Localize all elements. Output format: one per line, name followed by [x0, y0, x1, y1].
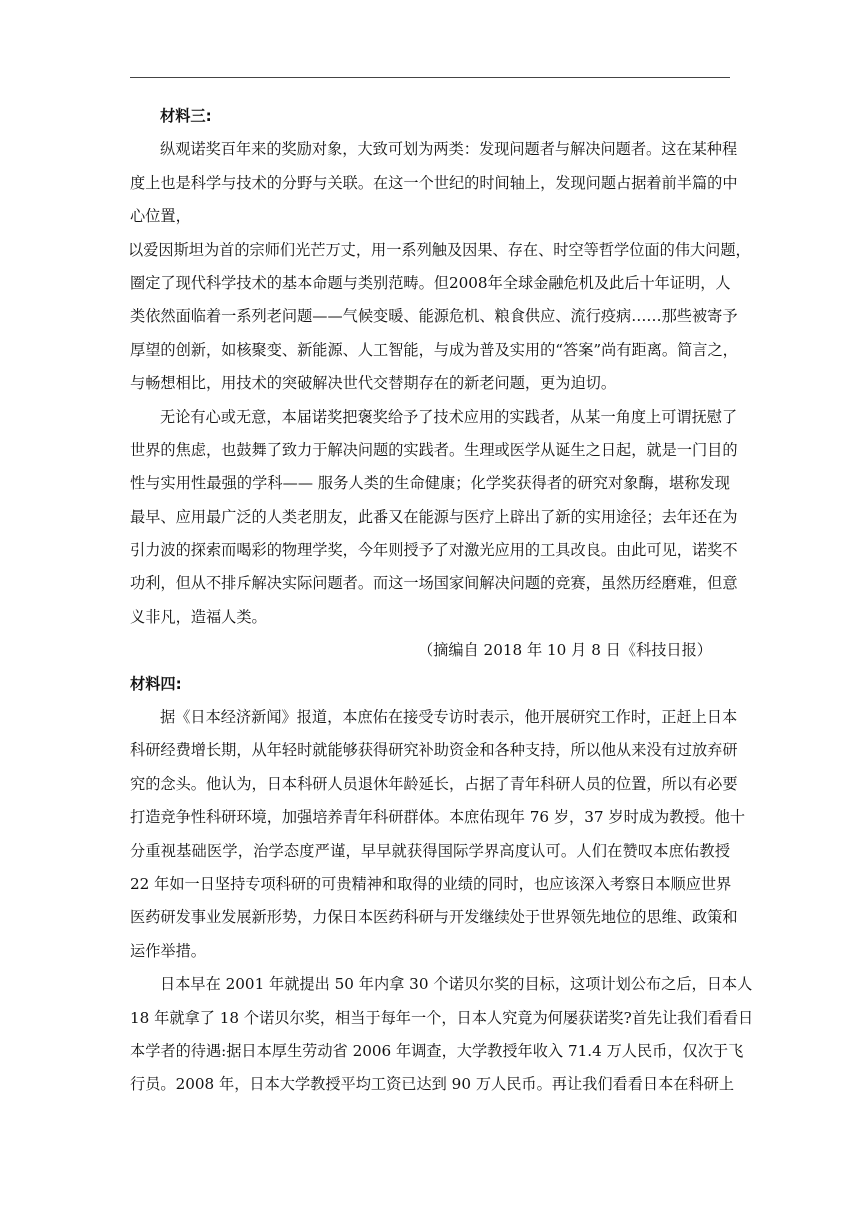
text-line: 厚望的创新，如核聚变、新能源、人工智能，与成为普及实用的“答案”尚有距离。简言之，: [130, 340, 738, 359]
text-line: 打造竞争性科研环境，加强培养青年科研群体。本庶佑现年 76 岁，37 岁时成为教授。他十: [130, 808, 746, 827]
document-body: [128, 100, 754, 1102]
text-line: 医药研发事业发展新形势，力保日本医药科研与开发继续处于世界领先地位的思维、政策和: [130, 908, 738, 927]
text-line: 引力波的探索而喝彩的物理学奖，今年则授予了对激光应用的工具改良。由此可见，诺奖不: [130, 541, 738, 560]
material-3-paragraph-1: [128, 133, 751, 400]
text-line: 行员。2008 年，日本大学教授平均工资已达到 90 万人民币。再让我们看看日本在科研上: [130, 1075, 735, 1094]
text-line: 性与实用性最强的学科—— 服务人类的生命健康；化学奖获得者的研究对象酶，堪称发现: [130, 474, 730, 493]
text-line: 心位置，: [130, 207, 191, 226]
text-line: 22 年如一日坚持专项科研的可贵精神和取得的业绩的同时，也应该深入考察日本顺应世界: [130, 874, 732, 893]
text-line: 纵观诺奖百年来的奖励对象，大致可划为两类：发现问题者与解决问题者。这在某种程: [160, 140, 738, 159]
text-line: 类依然面临着一系列老问题——气候变暖、能源危机、粮食供应、流行疫病……那些被寄予: [130, 307, 738, 326]
text-line: 18 年就拿了 18 个诺贝尔奖，相当于每年一个，日本人究竟为何屡获诺奖?首先让我们看看日: [130, 1008, 754, 1027]
text-line: 科研经费增长期，从年轻时就能够获得研究补助资金和各种支持，所以他从来没有过放弃研: [130, 741, 738, 760]
material-4-heading: 材料四:: [130, 674, 182, 693]
text-line: 据《日本经济新闻》报道，本庶佑在接受专访时表示，他开展研究工作时，正赶上日本: [160, 708, 738, 727]
text-line: 无论有心或无意，本届诺奖把褒奖给予了技术应用的实践者，从某一角度上可谓抚慰了: [160, 407, 738, 426]
material-3-heading: 材料三:: [160, 107, 212, 125]
text-line: 圈定了现代科学技术的基本命题与类别范畴。但2008年全球金融危机及此后十年证明，人: [130, 273, 731, 292]
text-line: 功利，但从不排斥解决实际问题者。而这一场国家间解决问题的竞赛，虽然历经磨难，但意: [130, 574, 738, 593]
text-line: 日本早在 2001 年就提出 50 年内拿 30 个诺贝尔奖的目标，这项计划公布之后，日本人: [160, 975, 753, 994]
text-line: 本学者的待遇:据日本厚生劳动省 2006 年调查，大学教授年收入 71.4 万人民币，仅次于飞: [130, 1041, 744, 1060]
material-4-paragraph-1: [130, 701, 746, 968]
text-line: 运作举措。: [130, 941, 206, 960]
text-line: 究的念头。他认为，日本科研人员退休年龄延长，占据了青年科研人员的位置，所以有必要: [130, 774, 738, 793]
text-line: 世界的焦虑，也鼓舞了致力于解决问题的实践者。生理或医学从诞生之日起，就是一门目的: [130, 440, 738, 459]
text-line: 与畅想相比，用技术的突破解决世代交替期存在的新老问题，更为迫切。: [130, 374, 616, 393]
text-line: 以爱因斯坦为首的宗师们光芒万丈，用一系列触及因果、存在、时空等哲学位面的伟大问题，: [128, 240, 751, 259]
material-3-paragraph-2: [130, 401, 738, 635]
text-line: 度上也是科学与技术的分野与关联。在这一个世纪的时间轴上，发现问题占据着前半篇的中: [130, 173, 738, 192]
material-4-paragraph-2: [130, 968, 754, 1102]
text-line: 最早、应用最广泛的人类老朋友，此番又在能源与医疗上辟出了新的实用途径；去年还在为: [130, 507, 738, 526]
text-line: 分重视基础医学，治学态度严谨，早早就获得国际学界高度认可。人们在赞叹本庶佑教授: [130, 841, 730, 860]
header-rule: [130, 77, 730, 78]
text-line: 义非凡，造福人类。: [130, 607, 267, 626]
material-3-source: （摘编自 2018 年 10 月 8 日《科技日报）: [417, 641, 712, 660]
